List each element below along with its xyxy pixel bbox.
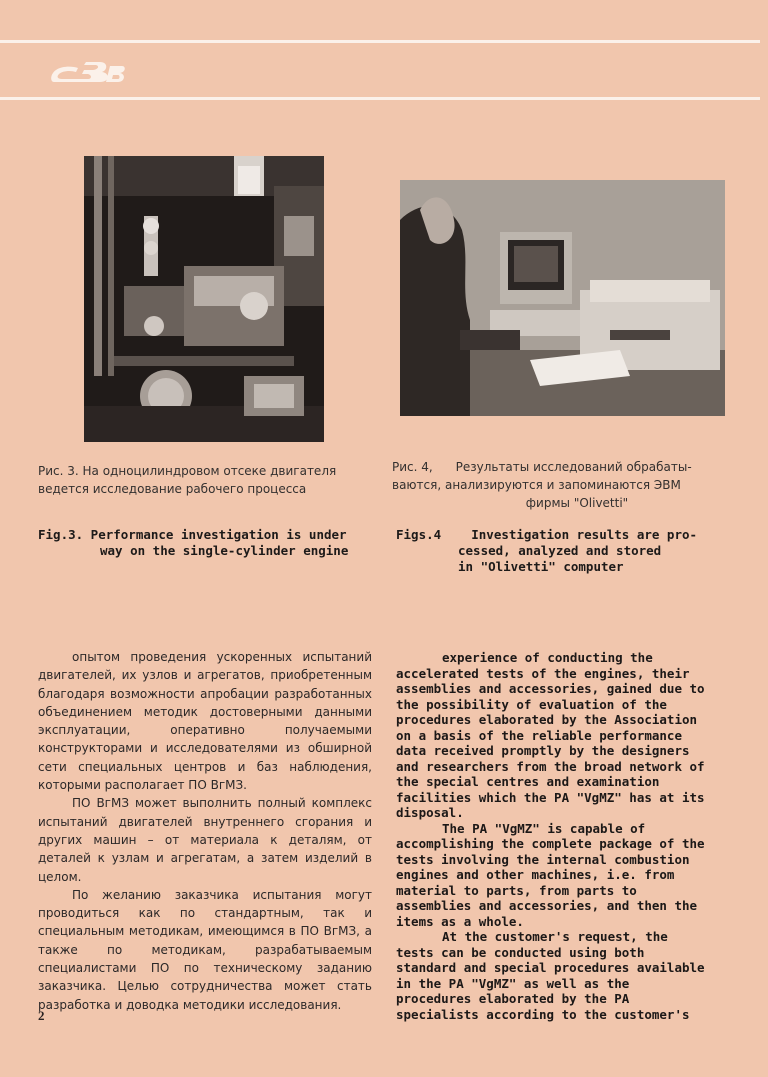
- ru-paragraph-2: ПО ВгМЗ может выполнить полный комплекс испытаний двигателей внутреннего сгорания и других машин – от материала к деталям, от деталей к узлам и агрегатам, а затем изделий в целом.: [38, 796, 372, 884]
- figure-4-caption-ru-line1: Рис. 4, Результаты исследований обрабаты-: [392, 460, 692, 474]
- figure-4-caption-ru-line3: фирмы "Olivetti": [525, 496, 629, 510]
- figure-3-caption-en-line2: way on the single-cylinder engine: [100, 543, 349, 558]
- figure-3-caption-en-line1: Fig.3. Performance investigation is under: [38, 527, 347, 542]
- figure-3-caption-ru: Рис. 3. На одноцилиндровом отсеке двигателя ведется исследование рабочего процесса: [38, 464, 337, 496]
- vgmz-logo-icon: [48, 62, 126, 86]
- page-number: 2: [38, 1008, 45, 1023]
- figure-4-caption-en-line3: in "Olivetti" computer: [458, 559, 624, 574]
- engine-test-photo: [84, 156, 324, 442]
- en-paragraph-3: At the customer's request, the tests can be conducted using both standard and special procedures available in the PA "VgMZ" as well as the procedures elaborated by the PA specialists according to the customer's: [396, 929, 705, 1022]
- header-rule-top: [0, 40, 760, 43]
- ru-paragraph-3: По желанию заказчика испытания могут проводиться как по стандартным, так и специальным методикам, имеющимся в ПО ВгМЗ, а также по методикам, разрабатываемым специалистами ПО по техническому заданию заказчика. Целью сотрудничества может стать разработка и доводка методики исследования.: [38, 887, 372, 1012]
- computer-workstation-photo: [400, 180, 725, 416]
- en-paragraph-1: experience of conducting the accelerated tests of the engines, their assemblies and accessories, gained due to the possibility of evaluation of the procedures elaborated by the Association on a basis of the reliable performance data received promptly by the designers and researchers from the broad network of the special centres and examination facilities which the PA "VgMZ" has at its disposal.: [396, 650, 705, 820]
- figure-3-caption-en: [38, 527, 368, 559]
- figure-4-caption-ru: [392, 458, 732, 512]
- en-paragraph-2: The PA "VgMZ" is capable of accomplishing the complete package of the tests involving the internal combustion engines and other machines, i.e. from material to parts, from parts to assemblies and accessories, and then the items as a whole.: [396, 820, 705, 929]
- body-text-russian: [38, 648, 372, 1014]
- header-rule-bottom: [0, 97, 760, 100]
- figure-4-caption-en: [396, 527, 716, 575]
- figure-4-caption-en-line2: cessed, analyzed and stored: [458, 543, 662, 558]
- body-text-english: [396, 650, 708, 1022]
- figure-4-caption-ru-line2: ваются, анализируются и запоминаются ЭВМ: [392, 478, 681, 492]
- figure-4-caption-en-line1: Figs.4 Investigation results are pro-: [396, 527, 698, 542]
- ru-paragraph-1: опытом проведения ускоренных испытаний двигателей, их узлов и агрегатов, приобретенным благодаря возможности апробации разработанных объединением методик достоверными данными эксплуатации, оперативно получаемыми конструкторами и исследователями из обширной сети специальных центров и баз наблюдения, которыми располагает ПО ВгМЗ.: [38, 650, 372, 793]
